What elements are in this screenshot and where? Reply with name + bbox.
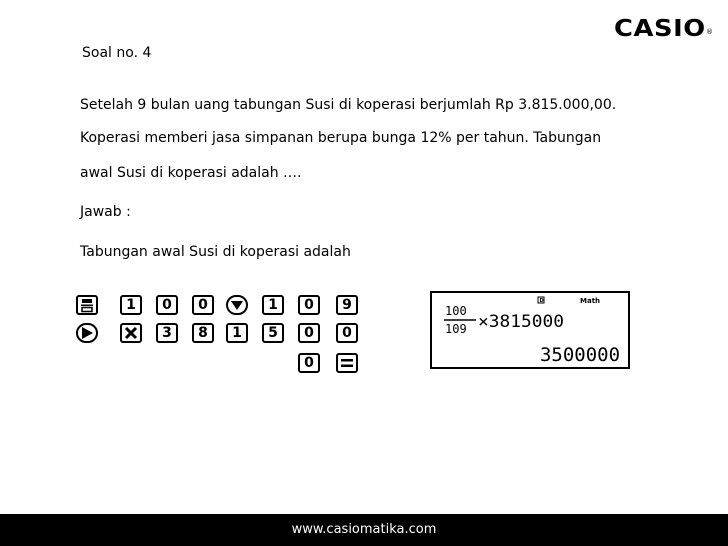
answer-label: Jawab : bbox=[80, 204, 131, 220]
casio-logo bbox=[614, 14, 714, 44]
key-9: 9 bbox=[336, 295, 358, 315]
fraction-icon bbox=[78, 297, 96, 313]
key-5: 5 bbox=[262, 323, 284, 343]
down-arrow-icon bbox=[228, 297, 246, 313]
down-arrow-key bbox=[226, 295, 248, 315]
key-3: 3 bbox=[156, 323, 178, 343]
key-1: 1 bbox=[120, 295, 142, 315]
registered-mark: ® bbox=[706, 28, 713, 36]
right-arrow-key bbox=[76, 323, 98, 343]
multiply-icon bbox=[122, 325, 140, 341]
math-indicator: Math bbox=[580, 297, 601, 305]
problem-line-2: Koperasi memberi jasa simpanan berupa bunga 12% per tahun. Tabungan bbox=[80, 130, 602, 146]
key-sequence bbox=[76, 295, 366, 375]
denominator: 109 bbox=[445, 322, 467, 336]
key-0: 0 bbox=[192, 295, 214, 315]
answer-text: Tabungan awal Susi di koperasi adalah bbox=[80, 244, 351, 260]
key-0: 0 bbox=[336, 323, 358, 343]
equals-icon bbox=[338, 355, 356, 371]
footer-bar bbox=[0, 514, 728, 546]
equals-key bbox=[336, 353, 358, 373]
key-8: 8 bbox=[192, 323, 214, 343]
key-0: 0 bbox=[298, 295, 320, 315]
key-1: 1 bbox=[262, 295, 284, 315]
fraction-key bbox=[76, 295, 98, 315]
result: 3500000 bbox=[540, 344, 620, 366]
expression: ×3815000 bbox=[478, 312, 564, 332]
problem-line-1: Setelah 9 bulan uang tabungan Susi di koperasi berjumlah Rp 3.815.000,00. bbox=[80, 97, 617, 113]
key-1: 1 bbox=[226, 323, 248, 343]
footer-url[interactable]: www.casiomatika.com bbox=[291, 522, 437, 537]
casio-logo-text: CASIO bbox=[614, 16, 706, 42]
d-indicator: D bbox=[539, 298, 544, 304]
key-0: 0 bbox=[156, 295, 178, 315]
numerator: 100 bbox=[445, 304, 467, 318]
key-0: 0 bbox=[298, 323, 320, 343]
multiply-key bbox=[120, 323, 142, 343]
right-arrow-icon bbox=[78, 325, 96, 341]
slide-title: Soal no. 4 bbox=[82, 45, 152, 61]
problem-line-3: awal Susi di koperasi adalah …. bbox=[80, 165, 302, 181]
calculator-display bbox=[430, 291, 630, 369]
key-0: 0 bbox=[298, 353, 320, 373]
